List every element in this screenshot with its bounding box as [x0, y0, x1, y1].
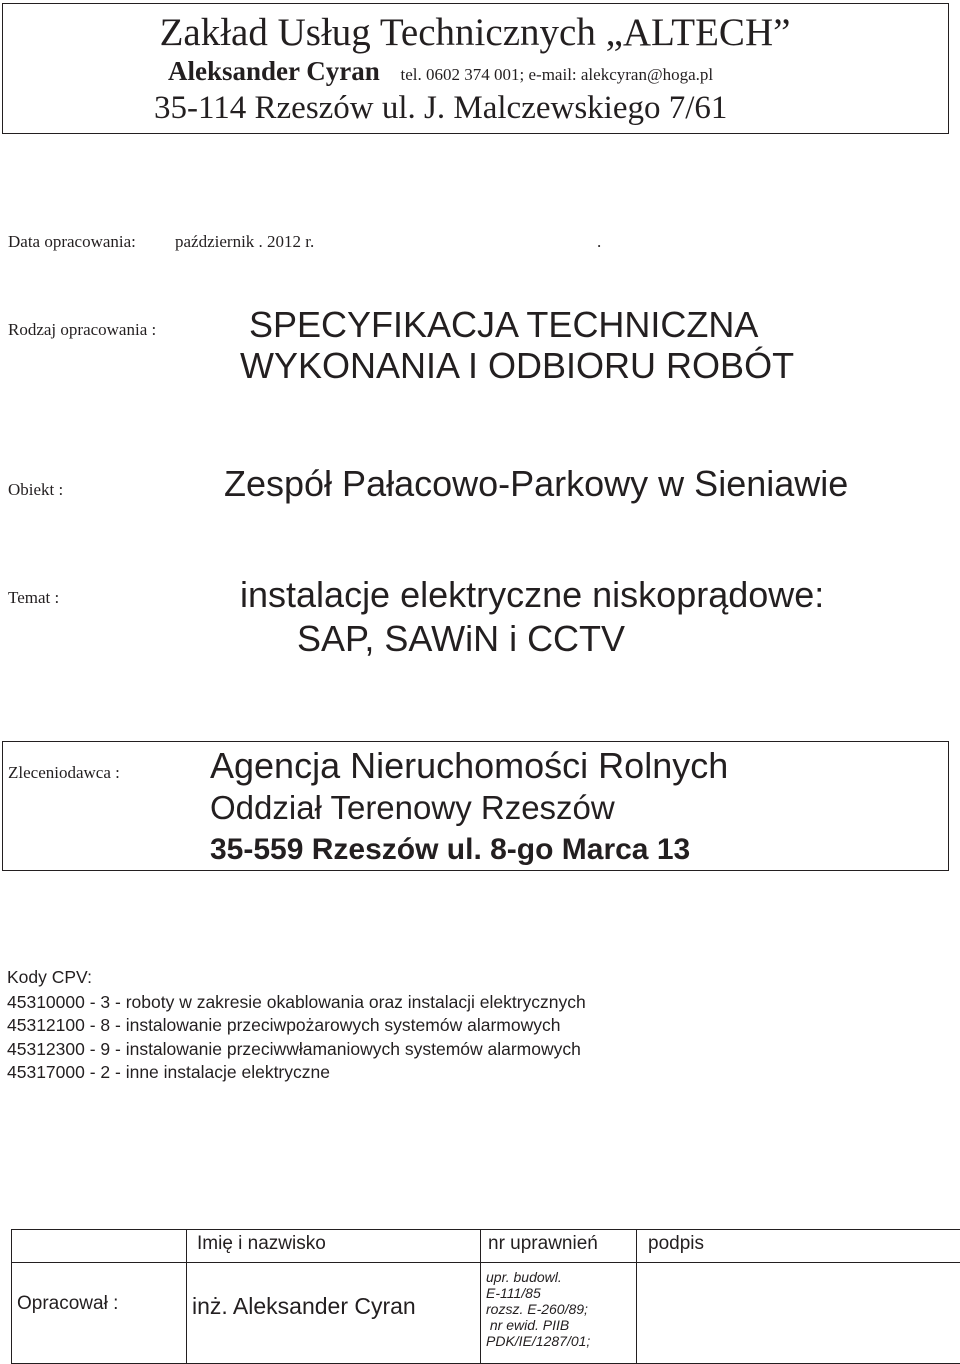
permission-line: upr. budowl.: [486, 1269, 562, 1285]
object-label: Obiekt :: [8, 480, 64, 499]
cpv-item: 45312100 - 8 - instalowanie przeciwpożarowych systemów alarmowych: [7, 1015, 561, 1035]
header-name-label: Imię i nazwisko: [197, 1233, 326, 1254]
date-trailing-dot: .: [597, 232, 602, 251]
document-type-label: Rodzaj opracowania :: [8, 320, 157, 339]
permission-line: rozsz. E-260/89;: [486, 1301, 588, 1317]
name-cell: [187, 1263, 481, 1364]
permission-line: E-111/85: [486, 1285, 541, 1301]
header-cell-signature: [637, 1230, 960, 1263]
permission-line: PDK/IE/1287/01;: [486, 1333, 591, 1349]
permission-line: nr ewid. PIIB: [486, 1317, 570, 1333]
owner-name: Aleksander Cyran: [168, 56, 380, 86]
signature-table-row: [12, 1263, 960, 1364]
header-permissions-label: nr uprawnień: [488, 1233, 598, 1254]
client-name: Agencja Nieruchomości Rolnych: [210, 745, 729, 786]
company-address: 35-114 Rzeszów ul. J. Malczewskiego 7/61: [154, 90, 728, 126]
client-branch: Oddział Terenowy Rzeszów: [210, 789, 615, 826]
cpv-item: 45312300 - 9 - instalowanie przeciwwłamaniowych systemów alarmowych: [7, 1039, 581, 1059]
topic-line2: SAP, SAWiN i CCTV: [297, 618, 626, 659]
header-signature-label: podpis: [648, 1233, 704, 1254]
permissions-cell: [481, 1263, 637, 1364]
row-label-cell: [12, 1263, 187, 1364]
object-value: Zespół Pałacowo-Parkowy w Sieniawie: [224, 463, 849, 504]
topic-line1: instalacje elektryczne niskoprądowe:: [240, 574, 825, 615]
author-name: inż. Aleksander Cyran: [192, 1293, 416, 1319]
cpv-item: 45310000 - 3 - roboty w zakresie okablowania oraz instalacji elektrycznych: [7, 992, 586, 1012]
date-label: Data opracowania:: [8, 232, 136, 251]
signature-cell[interactable]: [637, 1263, 960, 1364]
topic-label: Temat :: [8, 588, 60, 607]
cpv-item: 45317000 - 2 - inne instalacje elektryczne: [7, 1062, 330, 1082]
signature-table-header: [12, 1230, 960, 1263]
contact-info: tel. 0602 374 001; e-mail: alekcyran@hoga.pl: [400, 65, 714, 84]
date-value: październik . 2012 r.: [175, 232, 315, 251]
header-cell-permissions: [481, 1230, 637, 1263]
contact-line: [168, 56, 713, 87]
company-name: Zakład Usług Technicznych „ALTECH”: [159, 11, 791, 54]
prepared-by-label: Opracował :: [17, 1293, 119, 1314]
signature-table: [11, 1229, 960, 1364]
header-cell-name: [187, 1230, 481, 1263]
client-address: 35-559 Rzeszów ul. 8-go Marca 13: [210, 833, 691, 866]
document-type-title-line2: WYKONANIA I ODBIORU ROBÓT: [240, 345, 795, 386]
client-label: Zleceniodawca :: [8, 763, 120, 782]
document-type-title-line1: SPECYFIKACJA TECHNICZNA: [249, 304, 759, 345]
cpv-title: Kody CPV:: [7, 967, 92, 987]
header-cell-empty: [12, 1230, 187, 1263]
